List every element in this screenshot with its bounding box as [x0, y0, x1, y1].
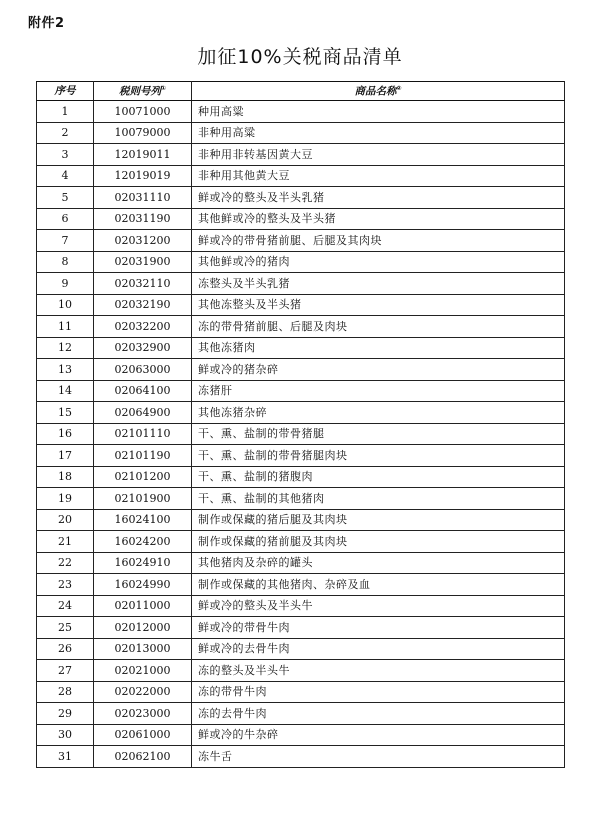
row-tariff-code: 02032110 [94, 273, 192, 295]
row-goods-name: 鲜或冷的牛杂碎 [192, 724, 565, 746]
table-row [37, 316, 565, 338]
attachment-label: 附件2 [28, 16, 65, 31]
row-goods-name: 冻的整头及半头牛 [192, 660, 565, 682]
row-tariff-code: 02101110 [94, 423, 192, 445]
row-seq: 12 [37, 337, 94, 359]
row-tariff-code: 02062100 [94, 746, 192, 768]
row-goods-name: 其他冻整头及半头猪 [192, 294, 565, 316]
table-row [37, 746, 565, 768]
table-row [37, 101, 565, 123]
table-header-row [37, 82, 565, 101]
row-tariff-code: 16024200 [94, 531, 192, 553]
table-row [37, 273, 565, 295]
row-tariff-code: 02031190 [94, 208, 192, 230]
row-tariff-code: 16024100 [94, 509, 192, 531]
table-row [37, 208, 565, 230]
table-row [37, 251, 565, 273]
table-row [37, 423, 565, 445]
table-row [37, 230, 565, 252]
row-goods-name: 其他猪肉及杂碎的罐头 [192, 552, 565, 574]
table-body [37, 101, 565, 768]
row-goods-name: 非种用高粱 [192, 122, 565, 144]
row-tariff-code: 16024990 [94, 574, 192, 596]
row-seq: 14 [37, 380, 94, 402]
tariff-goods-table [36, 81, 565, 768]
header-seq: 序号 [37, 82, 94, 101]
header-tariff-code-label: 税则号列 [118, 85, 161, 97]
row-goods-name: 冻猪肝 [192, 380, 565, 402]
footnote-marker-2: ② [396, 84, 402, 92]
row-goods-name: 鲜或冷的去骨牛肉 [192, 638, 565, 660]
row-goods-name: 冻的去骨牛肉 [192, 703, 565, 725]
table-row [37, 466, 565, 488]
row-tariff-code: 10079000 [94, 122, 192, 144]
table-row [37, 165, 565, 187]
row-goods-name: 非种用其他黄大豆 [192, 165, 565, 187]
row-tariff-code: 02021000 [94, 660, 192, 682]
table-row [37, 187, 565, 209]
row-seq: 11 [37, 316, 94, 338]
row-tariff-code: 02064100 [94, 380, 192, 402]
row-tariff-code: 02011000 [94, 595, 192, 617]
row-goods-name: 干、熏、盐制的其他猪肉 [192, 488, 565, 510]
row-goods-name: 制作或保藏的其他猪肉、杂碎及血 [192, 574, 565, 596]
header-tariff-code [94, 82, 192, 101]
row-tariff-code: 02064900 [94, 402, 192, 424]
row-goods-name: 干、熏、盐制的猪腹肉 [192, 466, 565, 488]
row-seq: 20 [37, 509, 94, 531]
row-goods-name: 制作或保藏的猪前腿及其肉块 [192, 531, 565, 553]
header-goods-name-label: 商品名称 [354, 85, 397, 97]
row-tariff-code: 02012000 [94, 617, 192, 639]
table-row [37, 488, 565, 510]
row-tariff-code: 02022000 [94, 681, 192, 703]
row-seq: 17 [37, 445, 94, 467]
row-seq: 18 [37, 466, 94, 488]
row-tariff-code: 12019011 [94, 144, 192, 166]
row-seq: 24 [37, 595, 94, 617]
row-tariff-code: 02031200 [94, 230, 192, 252]
table-row [37, 552, 565, 574]
row-tariff-code: 12019019 [94, 165, 192, 187]
row-goods-name: 鲜或冷的整头及半头乳猪 [192, 187, 565, 209]
table-row [37, 574, 565, 596]
table-row [37, 380, 565, 402]
table-row [37, 531, 565, 553]
row-tariff-code: 02032190 [94, 294, 192, 316]
row-seq: 16 [37, 423, 94, 445]
table-row [37, 660, 565, 682]
table-row [37, 509, 565, 531]
row-goods-name: 制作或保藏的猪后腿及其肉块 [192, 509, 565, 531]
table-row [37, 681, 565, 703]
row-seq: 29 [37, 703, 94, 725]
row-goods-name: 冻牛舌 [192, 746, 565, 768]
row-goods-name: 干、熏、盐制的带骨猪腿肉块 [192, 445, 565, 467]
row-tariff-code: 02032200 [94, 316, 192, 338]
row-tariff-code: 02013000 [94, 638, 192, 660]
row-tariff-code: 02032900 [94, 337, 192, 359]
row-goods-name: 其他鲜或冷的猪肉 [192, 251, 565, 273]
table-row [37, 359, 565, 381]
table-row [37, 122, 565, 144]
row-seq: 5 [37, 187, 94, 209]
table-row [37, 294, 565, 316]
footnote-marker-1: ① [160, 84, 167, 92]
row-tariff-code: 02031110 [94, 187, 192, 209]
row-seq: 22 [37, 552, 94, 574]
row-goods-name: 其他冻猪肉 [192, 337, 565, 359]
row-goods-name: 鲜或冷的整头及半头牛 [192, 595, 565, 617]
row-goods-name: 其他鲜或冷的整头及半头猪 [192, 208, 565, 230]
row-tariff-code: 02101200 [94, 466, 192, 488]
document-title: 加征10%关税商品清单 [197, 46, 403, 68]
row-tariff-code: 10071000 [94, 101, 192, 123]
row-seq: 21 [37, 531, 94, 553]
table-row [37, 703, 565, 725]
row-tariff-code: 02031900 [94, 251, 192, 273]
row-seq: 1 [37, 101, 94, 123]
row-seq: 9 [37, 273, 94, 295]
table-row [37, 144, 565, 166]
row-seq: 26 [37, 638, 94, 660]
row-tariff-code: 02101190 [94, 445, 192, 467]
row-goods-name: 冻整头及半头乳猪 [192, 273, 565, 295]
table-row [37, 402, 565, 424]
row-seq: 31 [37, 746, 94, 768]
row-seq: 7 [37, 230, 94, 252]
row-seq: 3 [37, 144, 94, 166]
row-seq: 6 [37, 208, 94, 230]
row-seq: 13 [37, 359, 94, 381]
row-goods-name: 鲜或冷的猪杂碎 [192, 359, 565, 381]
table-row [37, 445, 565, 467]
row-tariff-code: 02023000 [94, 703, 192, 725]
table-row [37, 617, 565, 639]
row-seq: 27 [37, 660, 94, 682]
row-seq: 2 [37, 122, 94, 144]
row-seq: 23 [37, 574, 94, 596]
row-tariff-code: 02063000 [94, 359, 192, 381]
table-row [37, 595, 565, 617]
row-goods-name: 鲜或冷的带骨牛肉 [192, 617, 565, 639]
row-goods-name: 种用高粱 [192, 101, 565, 123]
table-row [37, 724, 565, 746]
header-goods-name [192, 82, 565, 101]
row-seq: 28 [37, 681, 94, 703]
row-seq: 15 [37, 402, 94, 424]
row-tariff-code: 02061000 [94, 724, 192, 746]
row-goods-name: 其他冻猪杂碎 [192, 402, 565, 424]
table-row [37, 337, 565, 359]
row-seq: 8 [37, 251, 94, 273]
table-row [37, 638, 565, 660]
row-goods-name: 鲜或冷的带骨猪前腿、后腿及其肉块 [192, 230, 565, 252]
row-seq: 10 [37, 294, 94, 316]
row-goods-name: 非种用非转基因黄大豆 [192, 144, 565, 166]
row-seq: 30 [37, 724, 94, 746]
row-tariff-code: 16024910 [94, 552, 192, 574]
row-goods-name: 干、熏、盐制的带骨猪腿 [192, 423, 565, 445]
row-seq: 25 [37, 617, 94, 639]
row-seq: 19 [37, 488, 94, 510]
row-goods-name: 冻的带骨猪前腿、后腿及肉块 [192, 316, 565, 338]
row-goods-name: 冻的带骨牛肉 [192, 681, 565, 703]
row-seq: 4 [37, 165, 94, 187]
row-tariff-code: 02101900 [94, 488, 192, 510]
